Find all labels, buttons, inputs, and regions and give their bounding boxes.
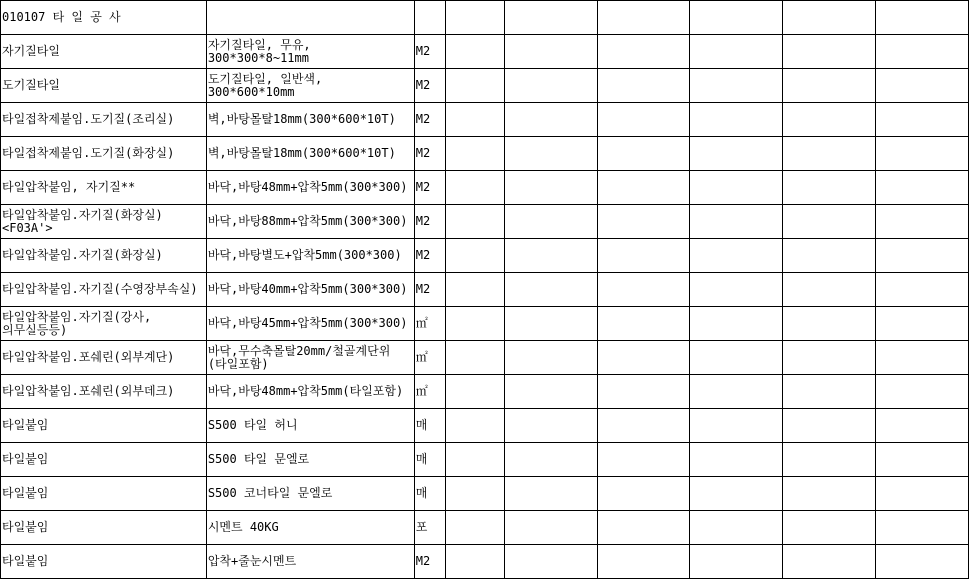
- empty-cell[interactable]: [876, 103, 969, 137]
- empty-cell[interactable]: [783, 375, 876, 409]
- empty-cell[interactable]: [783, 103, 876, 137]
- empty-cell[interactable]: [445, 545, 504, 579]
- empty-cell[interactable]: [504, 511, 597, 545]
- empty-cell[interactable]: [690, 477, 783, 511]
- empty-cell[interactable]: [445, 137, 504, 171]
- empty-cell[interactable]: [504, 69, 597, 103]
- empty-cell[interactable]: [504, 273, 597, 307]
- item-spec-cell[interactable]: 바닥,무수축몰탈20mm/철골계단위(타일포함): [206, 341, 414, 375]
- item-spec-cell[interactable]: 자기질타일, 무유, 300*300*8~11mm: [206, 35, 414, 69]
- item-unit-cell[interactable]: 매: [414, 477, 445, 511]
- item-name-cell[interactable]: 타일압착붙임.자기질(수영장부속실): [1, 273, 207, 307]
- empty-cell[interactable]: [876, 511, 969, 545]
- empty-cell[interactable]: [690, 375, 783, 409]
- item-name-cell[interactable]: 타일압착붙임.자기질(강사,의무실등등): [1, 307, 207, 341]
- item-unit-cell[interactable]: ㎡: [414, 375, 445, 409]
- item-name-cell[interactable]: 타일압착붙임.포쉐린(외부데크): [1, 375, 207, 409]
- empty-cell[interactable]: [414, 1, 445, 35]
- item-unit-cell[interactable]: M2: [414, 171, 445, 205]
- empty-cell[interactable]: [597, 171, 690, 205]
- section-header-row: [1, 1, 969, 35]
- item-spec-cell[interactable]: S500 코너타일 문엘로: [206, 477, 414, 511]
- empty-cell[interactable]: [876, 239, 969, 273]
- empty-cell[interactable]: [690, 443, 783, 477]
- item-name-cell[interactable]: 도기질타일: [1, 69, 207, 103]
- empty-cell[interactable]: [445, 239, 504, 273]
- table-row: [1, 137, 969, 171]
- empty-cell[interactable]: [445, 171, 504, 205]
- item-unit-cell[interactable]: M2: [414, 273, 445, 307]
- table-row: [1, 341, 969, 375]
- item-name-cell[interactable]: 타일압착붙임.자기질(화장실)<F03A'>: [1, 205, 207, 239]
- item-name-cell[interactable]: 타일붙임: [1, 545, 207, 579]
- empty-cell[interactable]: [597, 69, 690, 103]
- item-name-cell[interactable]: 타일접착제붙임.도기질(조리실): [1, 103, 207, 137]
- table-row: [1, 69, 969, 103]
- item-spec-cell[interactable]: S500 타일 문엘로: [206, 443, 414, 477]
- empty-cell[interactable]: [597, 511, 690, 545]
- item-unit-cell[interactable]: M2: [414, 205, 445, 239]
- empty-cell[interactable]: [690, 511, 783, 545]
- table-row: [1, 477, 969, 511]
- empty-cell[interactable]: [783, 137, 876, 171]
- table-row: [1, 35, 969, 69]
- table-row: [1, 171, 969, 205]
- table-row: [1, 205, 969, 239]
- empty-cell[interactable]: [876, 477, 969, 511]
- empty-cell[interactable]: [690, 273, 783, 307]
- empty-cell[interactable]: [445, 409, 504, 443]
- empty-cell[interactable]: [783, 69, 876, 103]
- empty-cell[interactable]: [504, 239, 597, 273]
- table-row: [1, 443, 969, 477]
- empty-cell[interactable]: [597, 35, 690, 69]
- item-name-cell[interactable]: 타일압착붙임.자기질(화장실): [1, 239, 207, 273]
- empty-cell[interactable]: [445, 375, 504, 409]
- empty-cell[interactable]: [597, 307, 690, 341]
- empty-cell[interactable]: [876, 409, 969, 443]
- empty-cell[interactable]: [445, 35, 504, 69]
- empty-cell[interactable]: [504, 443, 597, 477]
- empty-cell[interactable]: [783, 1, 876, 35]
- empty-cell[interactable]: [445, 477, 504, 511]
- empty-cell[interactable]: [597, 409, 690, 443]
- empty-cell[interactable]: [690, 103, 783, 137]
- table-row: [1, 103, 969, 137]
- item-spec-cell[interactable]: 시멘트 40KG: [206, 511, 414, 545]
- empty-cell[interactable]: [445, 205, 504, 239]
- empty-cell[interactable]: [876, 545, 969, 579]
- item-unit-cell[interactable]: ㎡: [414, 341, 445, 375]
- empty-cell[interactable]: [445, 307, 504, 341]
- empty-cell[interactable]: [690, 341, 783, 375]
- item-unit-cell[interactable]: M2: [414, 239, 445, 273]
- item-spec-cell[interactable]: 벽,바탕몰탈18mm(300*600*10T): [206, 103, 414, 137]
- item-name-cell[interactable]: 타일압착붙임, 자기질**: [1, 171, 207, 205]
- empty-cell[interactable]: [597, 443, 690, 477]
- item-spec-cell[interactable]: 바닥,바탕별도+압착5mm(300*300): [206, 239, 414, 273]
- empty-cell[interactable]: [690, 409, 783, 443]
- empty-cell[interactable]: [690, 239, 783, 273]
- empty-cell[interactable]: [445, 103, 504, 137]
- empty-cell[interactable]: [690, 35, 783, 69]
- item-name-cell[interactable]: 타일압착붙임.포쉐린(외부계단): [1, 341, 207, 375]
- empty-cell[interactable]: [876, 375, 969, 409]
- item-spec-cell[interactable]: 벽,바탕몰탈18mm(300*600*10T): [206, 137, 414, 171]
- item-spec-cell[interactable]: 바닥,바탕45mm+압착5mm(300*300): [206, 307, 414, 341]
- empty-cell[interactable]: [690, 545, 783, 579]
- empty-cell[interactable]: [597, 341, 690, 375]
- empty-cell[interactable]: [445, 1, 504, 35]
- table-row: [1, 375, 969, 409]
- empty-cell[interactable]: [783, 35, 876, 69]
- empty-cell[interactable]: [445, 511, 504, 545]
- item-unit-cell[interactable]: 포: [414, 511, 445, 545]
- empty-cell[interactable]: [876, 273, 969, 307]
- empty-cell[interactable]: [504, 103, 597, 137]
- empty-cell[interactable]: [445, 69, 504, 103]
- empty-cell[interactable]: [876, 171, 969, 205]
- item-spec-cell[interactable]: 바닥,바탕48mm+압착5mm(300*300): [206, 171, 414, 205]
- empty-cell[interactable]: [783, 205, 876, 239]
- empty-cell[interactable]: [690, 137, 783, 171]
- empty-cell[interactable]: [504, 137, 597, 171]
- item-unit-cell[interactable]: M2: [414, 35, 445, 69]
- empty-cell[interactable]: [783, 443, 876, 477]
- empty-cell[interactable]: [597, 545, 690, 579]
- item-unit-cell[interactable]: M2: [414, 69, 445, 103]
- empty-cell[interactable]: [504, 545, 597, 579]
- item-unit-cell[interactable]: M2: [414, 103, 445, 137]
- empty-cell[interactable]: [504, 35, 597, 69]
- item-unit-cell[interactable]: M2: [414, 137, 445, 171]
- empty-cell[interactable]: [504, 171, 597, 205]
- item-spec-cell[interactable]: 압착+줄눈시멘트: [206, 545, 414, 579]
- empty-cell[interactable]: [504, 341, 597, 375]
- empty-cell[interactable]: [783, 273, 876, 307]
- item-unit-cell[interactable]: M2: [414, 545, 445, 579]
- empty-cell[interactable]: [504, 307, 597, 341]
- item-unit-cell[interactable]: 매: [414, 443, 445, 477]
- empty-cell[interactable]: [783, 239, 876, 273]
- empty-cell[interactable]: [597, 273, 690, 307]
- empty-cell[interactable]: [876, 69, 969, 103]
- empty-cell[interactable]: [445, 273, 504, 307]
- table-row: [1, 409, 969, 443]
- empty-cell[interactable]: [445, 443, 504, 477]
- empty-cell[interactable]: [783, 511, 876, 545]
- item-spec-cell[interactable]: 바닥,바탕40mm+압착5mm(300*300): [206, 273, 414, 307]
- empty-cell[interactable]: [206, 1, 414, 35]
- table-row: [1, 511, 969, 545]
- table-row: [1, 307, 969, 341]
- empty-cell[interactable]: [504, 375, 597, 409]
- empty-cell[interactable]: [690, 1, 783, 35]
- empty-cell[interactable]: [783, 341, 876, 375]
- item-spec-cell[interactable]: 바닥,바탕48mm+압착5mm(타일포함): [206, 375, 414, 409]
- empty-cell[interactable]: [597, 477, 690, 511]
- empty-cell[interactable]: [876, 341, 969, 375]
- empty-cell[interactable]: [690, 307, 783, 341]
- item-name-cell[interactable]: 타일붙임: [1, 443, 207, 477]
- table-row: [1, 545, 969, 579]
- empty-cell[interactable]: [597, 205, 690, 239]
- empty-cell[interactable]: [504, 1, 597, 35]
- table-row: [1, 273, 969, 307]
- empty-cell[interactable]: [504, 477, 597, 511]
- empty-cell[interactable]: [876, 137, 969, 171]
- item-name-cell[interactable]: 타일붙임: [1, 511, 207, 545]
- empty-cell[interactable]: [783, 409, 876, 443]
- item-name-cell[interactable]: 타일붙임: [1, 477, 207, 511]
- empty-cell[interactable]: [690, 171, 783, 205]
- empty-cell[interactable]: [690, 205, 783, 239]
- empty-cell[interactable]: [597, 239, 690, 273]
- section-title-cell[interactable]: 010107 타 일 공 사: [1, 1, 207, 35]
- item-spec-cell[interactable]: S500 타일 허니: [206, 409, 414, 443]
- item-name-cell[interactable]: 타일접착제붙임.도기질(화장실): [1, 137, 207, 171]
- empty-cell[interactable]: [876, 1, 969, 35]
- item-unit-cell[interactable]: ㎡: [414, 307, 445, 341]
- empty-cell[interactable]: [783, 171, 876, 205]
- item-name-cell[interactable]: 자기질타일: [1, 35, 207, 69]
- empty-cell[interactable]: [876, 205, 969, 239]
- empty-cell[interactable]: [597, 103, 690, 137]
- empty-cell[interactable]: [504, 409, 597, 443]
- empty-cell[interactable]: [783, 545, 876, 579]
- empty-cell[interactable]: [783, 307, 876, 341]
- empty-cell[interactable]: [876, 443, 969, 477]
- item-spec-cell[interactable]: 도기질타일, 일반색, 300*600*10mm: [206, 69, 414, 103]
- empty-cell[interactable]: [445, 341, 504, 375]
- item-name-cell[interactable]: 타일붙임: [1, 409, 207, 443]
- empty-cell[interactable]: [783, 477, 876, 511]
- empty-cell[interactable]: [504, 205, 597, 239]
- empty-cell[interactable]: [597, 137, 690, 171]
- table-row: [1, 239, 969, 273]
- empty-cell[interactable]: [690, 69, 783, 103]
- item-unit-cell[interactable]: 매: [414, 409, 445, 443]
- empty-cell[interactable]: [876, 35, 969, 69]
- empty-cell[interactable]: [597, 375, 690, 409]
- empty-cell[interactable]: [597, 1, 690, 35]
- empty-cell[interactable]: [876, 307, 969, 341]
- item-spec-cell[interactable]: 바닥,바탕88mm+압착5mm(300*300): [206, 205, 414, 239]
